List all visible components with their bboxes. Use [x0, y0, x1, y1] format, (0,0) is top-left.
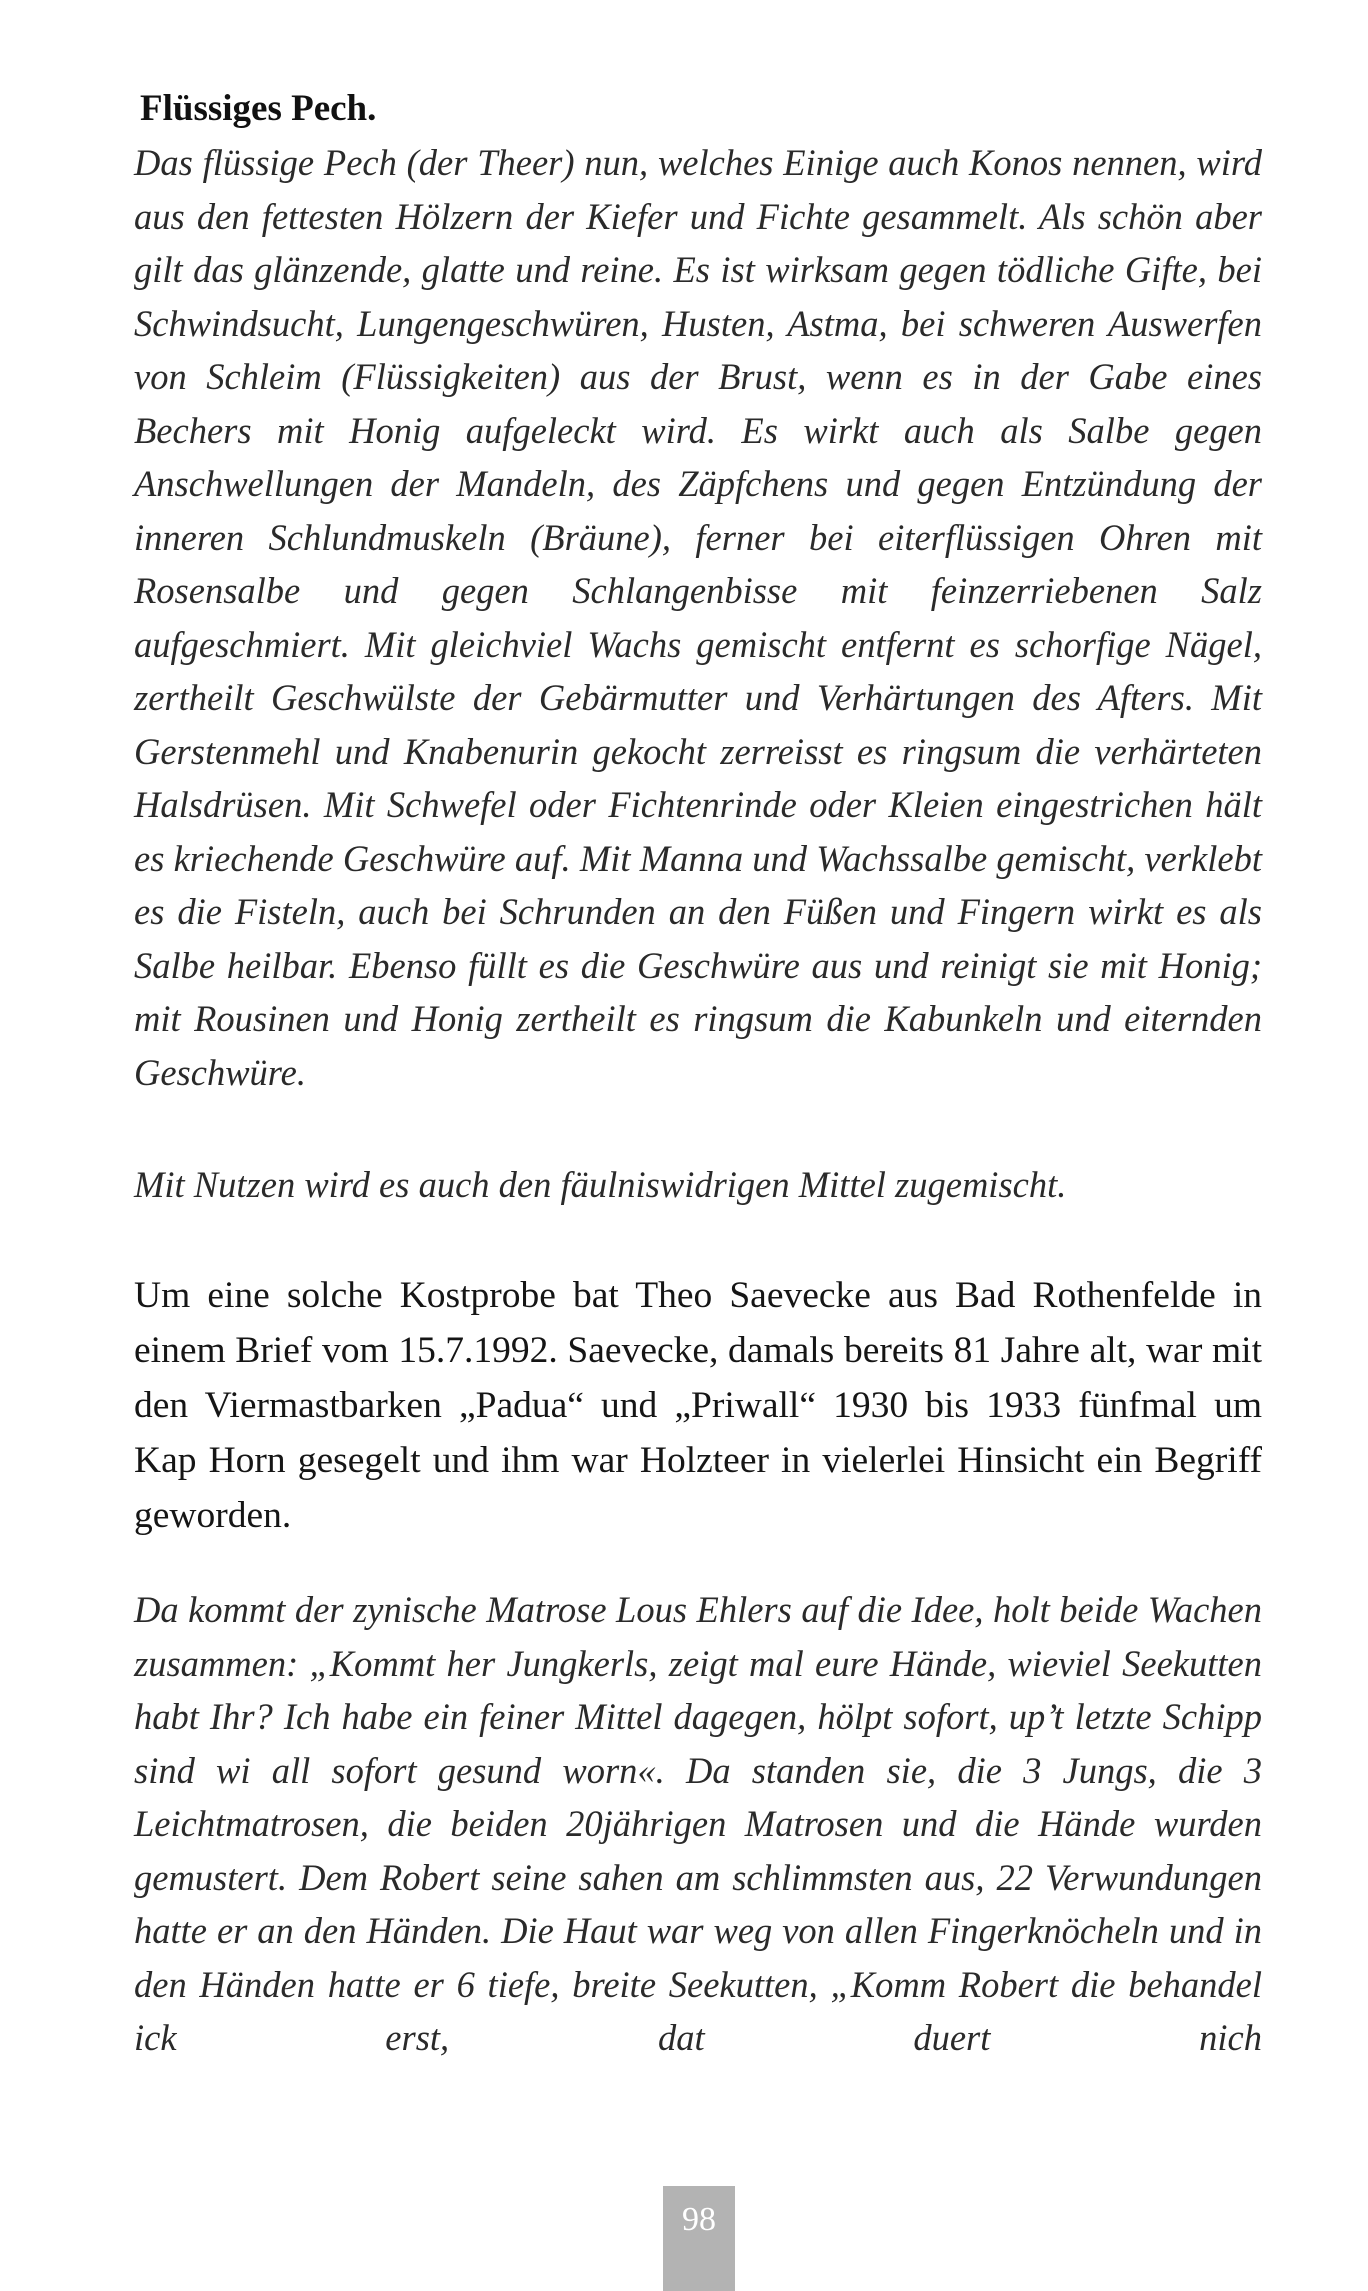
pech-body-paragraph: Das flüssige Pech (der Theer) nun, welches Einige auch Konos nennen, wird aus den fettesten Hölzern der Kiefer und Fichte gesammelt. Als schön aber gilt das glänzende, glatte und reine. Es ist wirksam gegen tödliche Gifte, bei Schwindsucht, Lungengeschwüren, Husten, Astma, bei schweren Auswerfen von Schleim (Flüssigkeiten) aus der Brust, wenn es in der Gabe eines Bechers mit Honig aufgeleckt wird. Es wirkt auch als Salbe gegen Anschwellungen der Mandeln, des Zäpfchens und gegen Entzündung der inneren Schlundmuskeln (Bräune), ferner bei eiterflüssigen Ohren mit Rosensalbe und gegen Schlangenbisse mit feinzerriebenen Salz aufgeschmiert. Mit gleichviel Wachs gemischt entfernt es schorfige Nägel, zertheilt Geschwülste der Gebärmutter und Verhärtungen des Afters. Mit Gerstenmehl und Knabenurin gekocht zerreisst es ringsum die verhärteten Halsdrüsen. Mit Schwefel oder Fichtenrinde oder Kleien eingestrichen hält es kriechende Geschwüre auf. Mit Manna und Wachssalbe gemischt, verklebt es die Fisteln, auch bei Schrunden an den Füßen und Fingern wirkt es als Salbe heilbar. Ebenso füllt es die Geschwüre aus und reinigt sie mit Honig; mit Rousinen und Honig zertheilt es ringsum die Kabunkeln und eiternden Geschwüre.	[134, 142, 1262, 1093]
ehlers-quote-paragraph: Da kommt der zynische Matrose Lous Ehlers auf die Idee, holt beide Wachen zusammen: „Kommt her Jungkerls, zeigt mal eure Hände, wieviel Seekutten habt Ihr? Ich habe ein feiner Mittel dagegen, hölpt sofort, up’t letzte Schipp sind wi all sofort gesund worn«. Da standen sie, die 3 Jungs, die 3 Leichtmatrosen, die beiden 20jährigen Matrosen und die Hände wurden gemustert. Dem Robert seine sahen am schlimmsten aus, 22 Verwundungen hatte er an den Händen. Die Haut war weg von allen Fingerknöcheln und in den Händen hatte er 6 tiefe, breite Seekutten, „Komm Robert die behandel ick erst, dat duert nich	[134, 1589, 1262, 2058]
section-heading: Flüssiges Pech.	[140, 88, 377, 129]
page-number-tab	[663, 2186, 735, 2291]
saevecke-paragraph: Um eine solche Kostprobe bat Theo Saevecke aus Bad Rothenfelde in einem Brief vom 15.7.1992. Saevecke, damals bereits 81 Jahre alt, war mit den Viermastbarken „Padua“ und „Priwall“ 1930 bis 1933 fünfmal um Kap Horn gesegelt und ihm war Holzteer in vielerlei Hinsicht ein Begriff geworden.	[134, 1275, 1262, 1536]
page-number: 98	[682, 2201, 716, 2238]
pech-closing-line: Mit Nutzen wird es auch den fäulniswidrigen Mittel zugemischt.	[134, 1164, 1067, 1205]
